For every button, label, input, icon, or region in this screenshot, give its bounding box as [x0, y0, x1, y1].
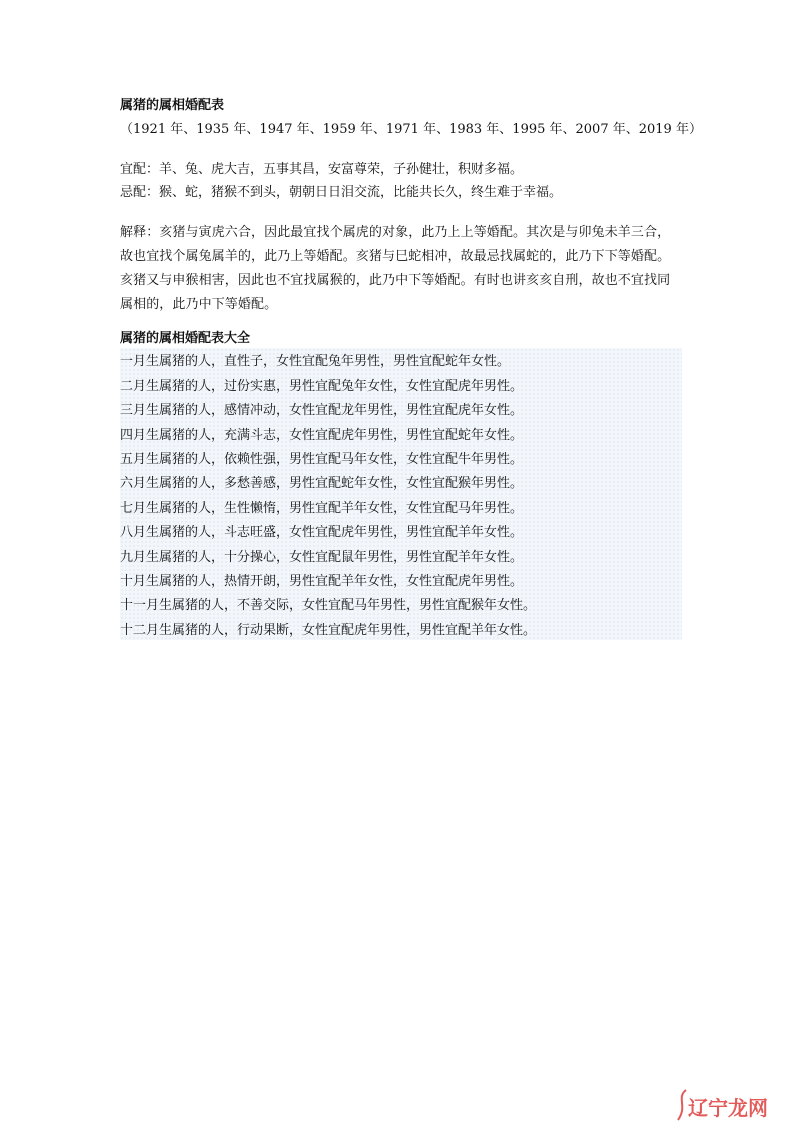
list-item: 八月生属猪的人，斗志旺盛，女性宜配虎年男性，男性宜配羊年女性。 — [120, 525, 524, 540]
list-item: 四月生属猪的人，充满斗志，女性宜配虎年男性，男性宜配蛇年女性。 — [120, 428, 524, 443]
site-watermark — [674, 1086, 774, 1126]
list-item: 七月生属猪的人，生性懒惰，男性宜配羊年女性，女性宜配马年男性。 — [120, 501, 524, 516]
birth-years: （1921 年、1935 年、1947 年、1959 年、1971 年、1983 年、1995 年、2007 年、2019 年） — [120, 122, 702, 137]
section-title-full-table: 属猪的属相婚配表大全 — [120, 331, 251, 346]
list-item: 十二月生属猪的人，行动果断，女性宜配虎年男性，男性宜配羊年女性。 — [120, 623, 537, 638]
list-item: 十一月生属猪的人，不善交际，女性宜配马年男性，男性宜配猴年女性。 — [120, 598, 537, 613]
list-item: 二月生属猪的人，过份实惠，男性宜配兔年女性，女性宜配虎年男性。 — [120, 379, 524, 394]
list-item: 三月生属猪的人，感情冲动，女性宜配龙年男性，男性宜配虎年女性。 — [120, 403, 524, 418]
good-match-line: 宜配：羊、兔、虎大吉，五事其昌，安富尊荣，子孙健壮，积财多福。 — [120, 162, 524, 177]
bad-match-line: 忌配：猴、蛇，猪猴不到头，朝朝日日泪交流，比能共长久，终生难于幸福。 — [120, 185, 563, 200]
explanation-paragraph: 解释：亥猪与寅虎六合，因此最宜找个属虎的对象，此乃上上等婚配。其次是与卯兔未羊三合，故也宜找个属兔属羊的，此乃上等婚配。亥猪与巳蛇相冲，故最忌找属蛇的，此乃下下等婚配。亥猪又与申猴相害，因此也不宜找属猴的，此乃中下等婚配。有时也讲亥亥自刑，故也不宜找同属相的，此乃中下等婚配。 — [120, 225, 671, 312]
watermark-text: 辽宁龙网 — [688, 1096, 768, 1120]
section-title-compatibility: 属猪的属相婚配表 — [120, 98, 225, 113]
list-item: 六月生属猪的人，多愁善感，男性宜配蛇年女性，女性宜配猴年男性。 — [120, 476, 524, 491]
list-item: 十月生属猪的人，热情开朗，男性宜配羊年女性，女性宜配虎年男性。 — [120, 574, 524, 589]
list-item: 五月生属猪的人，依赖性强，男性宜配马年女性，女性宜配牛年男性。 — [120, 452, 524, 467]
monthly-match-box — [120, 348, 682, 640]
list-item: 一月生属猪的人，直性子，女性宜配兔年男性，男性宜配蛇年女性。 — [120, 354, 511, 369]
list-item: 九月生属猪的人，十分操心，女性宜配鼠年男性，男性宜配羊年女性。 — [120, 550, 524, 565]
